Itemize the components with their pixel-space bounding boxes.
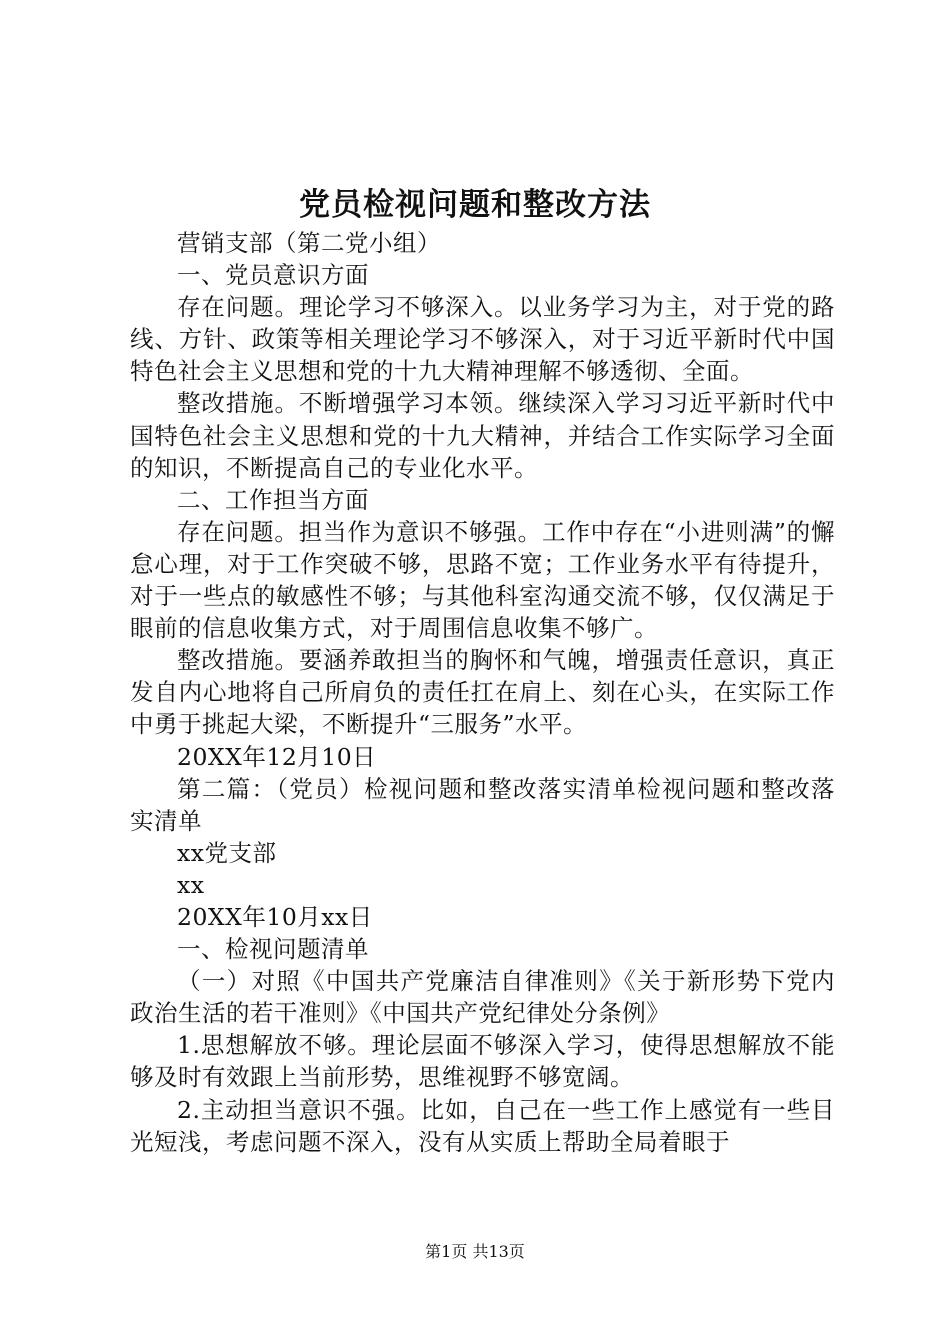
paragraph-measure-1: 整改措施。不断增强学习本领。继续深入学习习近平新时代中国特色社会主义思想和党的十九大精神，并结合工作实际学习全面的知识，不断提高自己的专业化水平。: [130, 389, 835, 482]
paragraph-branch-name: 营销支部（第二党小组）: [177, 229, 441, 257]
document-title: 党员检视问题和整改方法: [299, 187, 651, 223]
paragraph-date-1: 20XX年12月10日: [177, 742, 377, 771]
paragraph-item-2: 2.主动担当意识不强。比如，自己在一些工作上感觉有一些目光短浅，考虑问题不深入，没有从实质上帮助全局着眼于: [130, 1095, 835, 1156]
paragraph-second-article-title: 第二篇：（党员）检视问题和整改落实清单检视问题和整改落实清单: [130, 774, 835, 835]
paragraph-list-heading: 一、检视问题清单: [177, 935, 369, 964]
paragraph-section-heading-1: 一、党员意识方面: [177, 261, 369, 290]
paragraph-problem-1: 存在问题。理论学习不够深入。以业务学习为主，对于党的路线、方针、政策等相关理论学习不够深入，对于习近平新时代中国特色社会主义思想和党的十九大精神理解不够透彻、全面。: [130, 293, 835, 386]
paragraph-date-2: 20XX年10月xx日: [177, 902, 373, 931]
paragraph-name: xx: [177, 870, 205, 899]
document-body: [130, 227, 835, 1158]
paragraph-party-branch: xx党支部: [177, 838, 277, 867]
paragraph-section-heading-2: 二、工作担当方面: [177, 485, 369, 514]
paragraph-item-1: 1.思想解放不够。理论层面不够深入学习，使得思想解放不能够及时有效跟上当前形势，思维视野不够宽阔。: [130, 1031, 835, 1092]
paragraph-problem-2: 存在问题。担当作为意识不够强。工作中存在“小进则满”的懈怠心理，对于工作突破不够，思路不宽；工作业务水平有待提升，对于一些点的敏感性不够；与其他科室沟通交流不够，仅仅满足于眼前的信息收集方式，对于周围信息收集不够广。: [130, 517, 835, 643]
page-footer: 第1页 共13页: [425, 1242, 525, 1261]
paragraph-reference-rules: （一）对照《中国共产党廉洁自律准则》《关于新形势下党内政治生活的若干准则》《中国共产党纪律处分条例》: [130, 967, 835, 1028]
paragraph-measure-2: 整改措施。要涵养敢担当的胸怀和气魄，增强责任意识，真正发自内心地将自己所肩负的责任扛在肩上、刻在心头，在实际工作中勇于挑起大梁，不断提升“三服务”水平。: [130, 646, 835, 739]
